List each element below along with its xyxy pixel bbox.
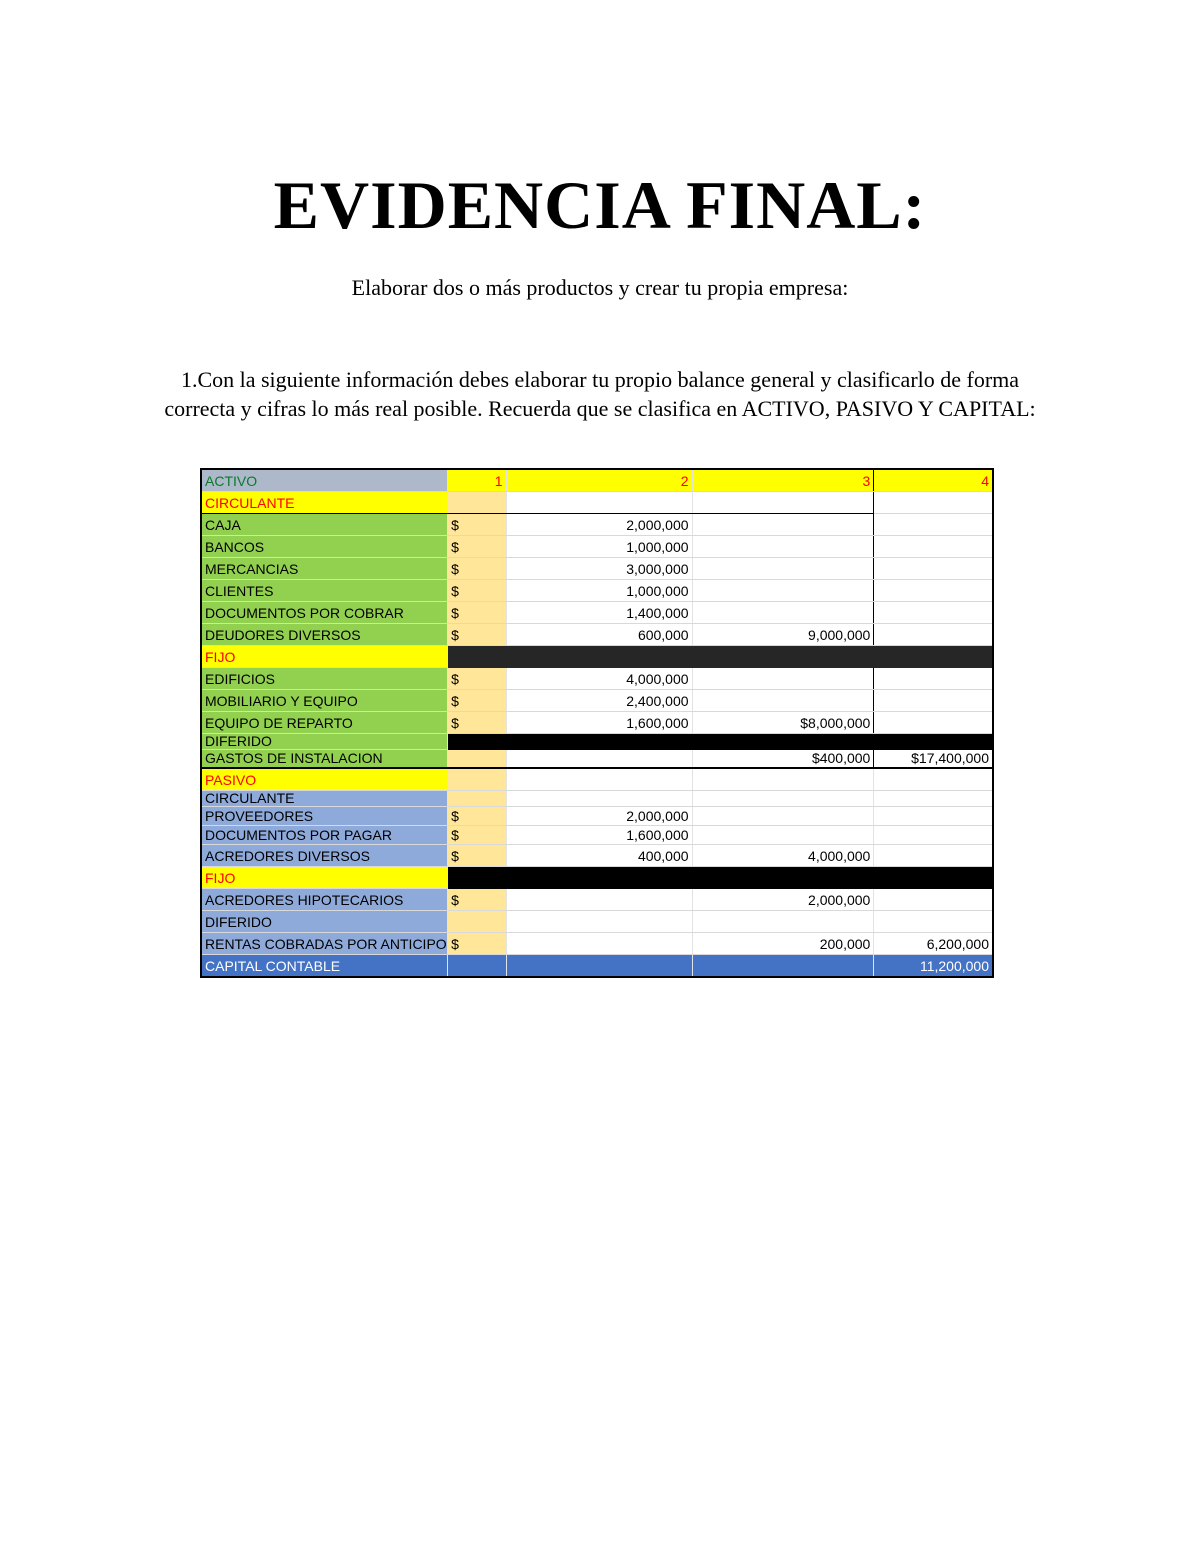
cell[interactable] (506, 734, 692, 750)
section-row (201, 734, 993, 750)
cell[interactable] (874, 668, 993, 690)
currency-cell[interactable]: $ (448, 580, 507, 602)
total-activo-cell[interactable]: $17,400,000 (874, 750, 993, 769)
cell[interactable] (874, 911, 993, 933)
section-activo-fijo[interactable]: FIJO (201, 646, 448, 668)
subtotal-cell[interactable]: 2,000,000 (692, 889, 874, 911)
subtotal-cell[interactable]: 200,000 (692, 933, 874, 955)
amount-cell[interactable]: 2,000,000 (506, 514, 692, 536)
currency-cell[interactable]: $ (448, 602, 507, 624)
table-row (201, 690, 993, 712)
cell[interactable] (506, 750, 692, 769)
table-row (201, 536, 993, 558)
cell[interactable] (448, 646, 507, 668)
section-row (201, 911, 993, 933)
cell[interactable] (448, 750, 507, 769)
currency-cell[interactable]: $ (448, 889, 507, 911)
cell[interactable] (692, 867, 874, 889)
cell[interactable] (448, 867, 507, 889)
amount-cell[interactable]: 1,000,000 (506, 580, 692, 602)
row-label[interactable]: DOCUMENTOS POR PAGAR (201, 826, 448, 845)
cell[interactable] (874, 826, 993, 845)
cell[interactable] (506, 791, 692, 807)
cell[interactable] (506, 768, 692, 791)
header-activo[interactable]: ACTIVO (201, 469, 448, 492)
cell[interactable] (692, 646, 874, 668)
total-pasivo-cell[interactable]: 6,200,000 (874, 933, 993, 955)
amount-cell[interactable]: 1,000,000 (506, 536, 692, 558)
header-row (201, 469, 993, 492)
table-row (201, 558, 993, 580)
section-row (201, 492, 993, 514)
amount-cell[interactable]: 400,000 (506, 845, 692, 867)
section-pasivo[interactable]: PASIVO (201, 768, 448, 791)
row-label[interactable]: DEUDORES DIVERSOS (201, 624, 448, 646)
section-pasivo-diferido[interactable]: DIFERIDO (201, 911, 448, 933)
section-pasivo-circulante[interactable]: CIRCULANTE (201, 791, 448, 807)
cell[interactable] (874, 845, 993, 867)
cell[interactable] (874, 558, 993, 580)
currency-cell[interactable]: $ (448, 690, 507, 712)
table-row (201, 668, 993, 690)
capital-label[interactable]: CAPITAL CONTABLE (201, 955, 448, 978)
cell[interactable] (448, 492, 507, 514)
table-row (201, 514, 993, 536)
cell[interactable] (692, 768, 874, 791)
cell[interactable] (692, 668, 874, 690)
cell[interactable] (692, 536, 874, 558)
row-label[interactable]: BANCOS (201, 536, 448, 558)
cell[interactable] (692, 911, 874, 933)
currency-cell[interactable]: $ (448, 514, 507, 536)
cell[interactable] (506, 646, 692, 668)
cell[interactable] (692, 690, 874, 712)
row-label[interactable]: MERCANCIAS (201, 558, 448, 580)
cell[interactable] (506, 911, 692, 933)
amount-cell[interactable]: 2,000,000 (506, 807, 692, 826)
currency-cell[interactable]: $ (448, 624, 507, 646)
section-row (201, 768, 993, 791)
capital-total-cell[interactable]: 11,200,000 (874, 955, 993, 978)
instructions-paragraph: 1.Con la siguiente información debes elaborar tu propio balance general y clasificarlo de forma correcta y cifras lo más real posible. Recuerda que se clasifica en ACTIVO, PASIVO Y CAPITAL: (164, 367, 1036, 421)
section-row (201, 867, 993, 889)
section-activo-diferido[interactable]: DIFERIDO (201, 734, 448, 750)
table-row (201, 712, 993, 734)
cell[interactable] (692, 514, 874, 536)
balance-sheet-spreadsheet (200, 468, 996, 998)
cell[interactable] (692, 558, 874, 580)
table-row (201, 624, 993, 646)
currency-cell[interactable]: $ (448, 536, 507, 558)
cell[interactable] (874, 791, 993, 807)
cell[interactable] (506, 889, 692, 911)
cell[interactable] (874, 492, 993, 514)
cell[interactable] (874, 807, 993, 826)
cell[interactable] (692, 602, 874, 624)
section-row (201, 646, 993, 668)
header-col-3[interactable]: 3 (692, 469, 874, 492)
row-label[interactable]: EDIFICIOS (201, 668, 448, 690)
amount-cell[interactable]: 4,000,000 (506, 668, 692, 690)
subtotal-cell[interactable]: 9,000,000 (692, 624, 874, 646)
cell[interactable] (448, 791, 507, 807)
header-col-1[interactable]: 1 (448, 469, 507, 492)
cell[interactable] (692, 791, 874, 807)
amount-cell[interactable]: 2,400,000 (506, 690, 692, 712)
cell[interactable] (692, 826, 874, 845)
table-row (201, 845, 993, 867)
row-label[interactable]: EQUIPO DE REPARTO (201, 712, 448, 734)
cell[interactable] (692, 955, 874, 978)
cell[interactable] (874, 624, 993, 646)
row-label[interactable]: GASTOS DE INSTALACION (201, 750, 448, 769)
header-col-2[interactable]: 2 (506, 469, 692, 492)
section-pasivo-fijo[interactable]: FIJO (201, 867, 448, 889)
row-label[interactable]: MOBILIARIO Y EQUIPO (201, 690, 448, 712)
table-row (201, 750, 993, 769)
amount-cell[interactable]: 1,600,000 (506, 826, 692, 845)
section-row (201, 791, 993, 807)
cell[interactable] (506, 933, 692, 955)
amount-cell[interactable]: 3,000,000 (506, 558, 692, 580)
cell[interactable] (448, 911, 507, 933)
currency-cell[interactable]: $ (448, 933, 507, 955)
currency-cell[interactable]: $ (448, 558, 507, 580)
cell[interactable] (692, 807, 874, 826)
cell[interactable] (692, 734, 874, 750)
cell[interactable] (874, 580, 993, 602)
table-row (201, 889, 993, 911)
cell[interactable] (874, 712, 993, 734)
cell[interactable] (692, 580, 874, 602)
subtotal-cell[interactable]: 4,000,000 (692, 845, 874, 867)
cell[interactable] (448, 734, 507, 750)
cell[interactable] (506, 867, 692, 889)
row-label[interactable]: CLIENTES (201, 580, 448, 602)
cell[interactable] (874, 867, 993, 889)
cell[interactable] (874, 889, 993, 911)
row-label[interactable]: ACREDORES HIPOTECARIOS (201, 889, 448, 911)
currency-cell[interactable]: $ (448, 826, 507, 845)
currency-cell[interactable]: $ (448, 807, 507, 826)
cell[interactable] (874, 690, 993, 712)
cell[interactable] (874, 514, 993, 536)
row-label[interactable]: CAJA (201, 514, 448, 536)
cell[interactable] (874, 536, 993, 558)
row-label[interactable]: DOCUMENTOS POR COBRAR (201, 602, 448, 624)
amount-cell[interactable]: 600,000 (506, 624, 692, 646)
currency-cell[interactable]: $ (448, 712, 507, 734)
amount-cell[interactable]: 1,600,000 (506, 712, 692, 734)
currency-cell[interactable]: $ (448, 668, 507, 690)
cell[interactable] (874, 734, 993, 750)
cell[interactable] (874, 768, 993, 791)
subtotal-cell[interactable]: $8,000,000 (692, 712, 874, 734)
cell[interactable] (448, 955, 507, 978)
subtotal-cell[interactable]: $400,000 (692, 750, 874, 769)
table-row (201, 580, 993, 602)
cell[interactable] (506, 955, 692, 978)
cell[interactable] (692, 492, 874, 514)
table-row (201, 602, 993, 624)
header-col-4[interactable]: 4 (874, 469, 993, 492)
row-label[interactable]: RENTAS COBRADAS POR ANTICIPO (201, 933, 448, 955)
cell[interactable] (448, 768, 507, 791)
cell[interactable] (506, 492, 692, 514)
table-row (201, 826, 993, 845)
cell[interactable] (874, 602, 993, 624)
row-label[interactable]: PROVEEDORES (201, 807, 448, 826)
table-row (201, 933, 993, 955)
currency-cell[interactable]: $ (448, 845, 507, 867)
row-label[interactable]: ACREDORES DIVERSOS (201, 845, 448, 867)
document-subtitle: Elaborar dos o más productos y crear tu propia empresa: (351, 275, 849, 300)
table-row (201, 807, 993, 826)
amount-cell[interactable]: 1,400,000 (506, 602, 692, 624)
section-activo-circulante[interactable]: CIRCULANTE (201, 492, 448, 514)
document-title: EVIDENCIA FINAL: (273, 167, 927, 243)
cell[interactable] (874, 646, 993, 668)
capital-row (201, 955, 993, 978)
